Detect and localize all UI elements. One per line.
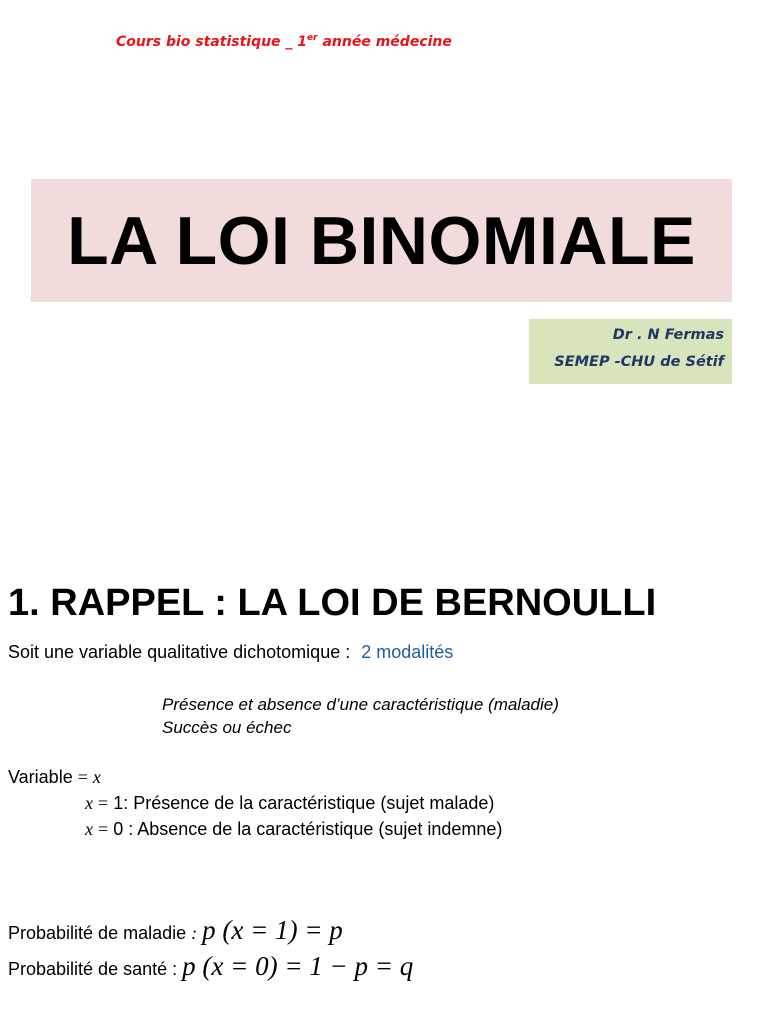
title-band — [31, 179, 732, 302]
case-2-text: 0 : Absence de la caractéristique (sujet indemne) — [113, 819, 503, 839]
course-header-text: Cours bio statistique _ 1 — [116, 34, 308, 50]
section-heading: 1. RAPPEL : LA LOI DE BERNOULLI — [8, 582, 657, 624]
modalite-1: Présence et absence d’une caractéristique (maladie) — [162, 695, 559, 714]
course-header — [116, 34, 452, 50]
modalite-2: Succès ou échec — [162, 718, 292, 737]
prob-maladie-colon: : — [191, 923, 198, 943]
case-1-line — [85, 793, 494, 814]
case-1-equals: = — [98, 793, 109, 813]
variable-label: Variable — [8, 767, 73, 787]
case-2-symbol: x — [85, 819, 93, 839]
case-2-equals: = — [98, 819, 109, 839]
author-box — [529, 319, 732, 384]
intro-line — [8, 642, 453, 663]
course-header-superscript: er — [307, 33, 318, 43]
case-2-line — [85, 819, 502, 840]
intro-highlight: 2 modalités — [361, 642, 454, 662]
course-header-suffix: année médecine — [317, 34, 452, 50]
author-affiliation: SEMEP -CHU de Sétif — [554, 354, 724, 370]
author-name: Dr . N Fermas — [612, 327, 724, 343]
page-title: LA LOI BINOMIALE — [67, 202, 696, 279]
prob-sante-line — [8, 951, 413, 982]
variable-equals: = — [77, 767, 88, 787]
variable-symbol: x — [92, 767, 101, 787]
variable-line — [8, 767, 101, 788]
prob-maladie-line — [8, 915, 343, 946]
prob-sante-formula: p (x = 0) = 1 − p = q — [182, 951, 414, 981]
intro-text: Soit une variable qualitative dichotomique : — [8, 642, 351, 662]
case-1-text: 1: Présence de la caractéristique (sujet malade) — [113, 793, 495, 813]
prob-maladie-formula: p (x = 1) = p — [202, 915, 343, 945]
case-1-symbol: x — [85, 793, 93, 813]
prob-maladie-label: Probabilité de maladie — [8, 923, 187, 943]
prob-sante-label: Probabilité de santé : — [8, 959, 178, 979]
